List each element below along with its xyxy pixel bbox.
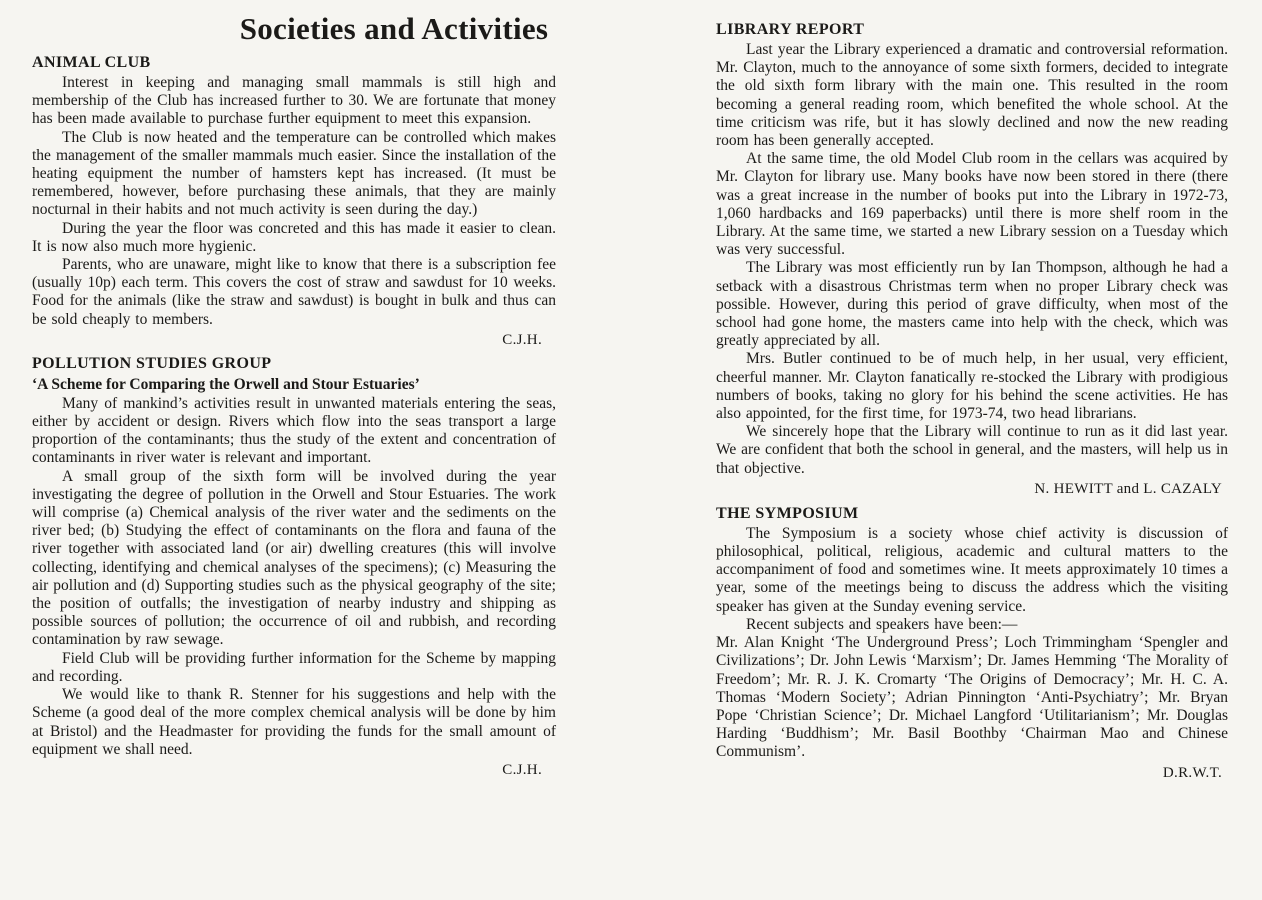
- paragraph: The Symposium is a society whose chief activity is discussion of philosophical, political, religious, academic and cultural matters to the accompaniment of food and sometimes wine. It meets approximately 10 times a year, some of the meetings being to discuss the address which the visiting speaker has given at the Sunday evening service.: [716, 524, 1228, 615]
- paragraph: The Library was most efficiently run by Ian Thompson, although he had a setback with a disastrous Christmas term when no proper Library check was possible. However, during this period of grave difficulty, when most of the school had gone home, the masters came into help with the check, which was greatly appreciated by all.: [716, 259, 1228, 350]
- paragraph: Last year the Library experienced a dramatic and controversial reformation. Mr. Clayton, much to the annoyance of some sixth formers, decided to integrate the old sixth form library with the main one. This resulted in the room becoming a general reading room, which benefited the whole school. At the time criticism was rife, but it has slowly declined and now the new reading room has been generally accepted.: [716, 41, 1228, 150]
- section-heading-symposium: THE SYMPOSIUM: [716, 504, 859, 522]
- left-column: [32, 12, 556, 781]
- paragraph: Recent subjects and speakers have been:—: [746, 615, 1018, 633]
- section-subheading-scheme: ‘A Scheme for Comparing the Orwell and Stour Estuaries’: [32, 375, 420, 393]
- paragraph: We sincerely hope that the Library will continue to run as it did last year. We are confident that both the school in general, and the masters, will help us in that objective.: [716, 423, 1228, 477]
- section-heading-animal-club: ANIMAL CLUB: [32, 54, 151, 71]
- author-initials: C.J.H.: [502, 331, 542, 348]
- paragraph: Mrs. Butler continued to be of much help, in her usual, very efficient, cheerful manner. Mr. Clayton fanatically re-stocked the Library with prodigious numbers of books, taking no glory for his behind the scene activities. He has also appointed, for the first time, for 1973-74, two head librarians.: [716, 350, 1228, 423]
- paragraph: Parents, who are unaware, might like to know that there is a subscription fee (usually 10p) each term. This covers the cost of straw and sawdust for 10 weeks. Food for the animals (like the straw and sawdust) is bought in bulk and thus can be sold cheaply to members.: [32, 256, 556, 328]
- paragraph: We would like to thank R. Stenner for his suggestions and help with the Scheme (a good deal of the more complex chemical analysis will be done by him at Bristol) and the Headmaster for providing the funds for the small amount of equipment we shall need.: [32, 686, 556, 758]
- section-heading-library-report: LIBRARY REPORT: [716, 21, 865, 38]
- paragraph: A small group of the sixth form will be involved during the year investigating the degree of pollution in the Orwell and Stour Estuaries. The work will comprise (a) Chemical analysis of the river water and the sediments on the river bed; (b) Studying the effect of contaminants on the flora and fauna of the river together with associated land (or air) dwelling creatures (this will involve collecting, identifying and chemical analyses of the specimens); (c) Measuring the air pollution and (d) Supporting studies such as the physical geography of the site; the position of outfalls; the investigation of nearby industry and shipping as possible sources of pollution; the occurrence of oil and rubbish, and recording contamination by raw sewage.: [32, 467, 556, 649]
- paragraph: At the same time, the old Model Club room in the cellars was acquired by Mr. Clayton for library use. Many books have now been stored in there (there was a great increase in the number of books put into the Library in 1972-73, 1,060 hardbacks and 169 paperbacks) until there is more shelf room in the Library. At the same time, we started a new Library session on a Tuesday which was very successful.: [716, 150, 1228, 259]
- author-initials: C.J.H.: [502, 761, 542, 778]
- page-title: Societies and Activities: [239, 11, 549, 46]
- section-library-report: [716, 20, 1228, 498]
- paragraph: Field Club will be providing further information for the Scheme by mapping and recording.: [32, 649, 556, 685]
- paragraph: Many of mankind’s activities result in unwanted materials entering the seas, either by accident or design. Rivers which flow into the seas transport a large proportion of the contaminants; thus the study of the extent and concentration of contaminants in river water is relevant and important.: [32, 394, 556, 467]
- section-heading-pollution-studies: POLLUTION STUDIES GROUP: [32, 354, 272, 372]
- section-the-symposium: [716, 504, 1228, 782]
- speakers-list-paragraph: Mr. Alan Knight ‘The Underground Press’; Loch Trimmingham ‘Spengler and Civilizations’; Dr. John Lewis ‘Marxism’; Dr. James Hemming ‘The Morality of Freedom’; Mr. R. J. K. Cromarty ‘The Origins of Democracy’; Mr. H. C. A. Thomas ‘Modern Society’; Adrian Pinnington ‘Anti-Psychiatry’; Mr. Bryan Pope ‘Christian Science’; Dr. Michael Langford ‘Utilitarianism’; Mr. Douglas Harding ‘Buddhism’; Mr. Basil Boothby ‘Chairman Mao and Chinese Communism’.: [716, 634, 1228, 761]
- author-initials: D.R.W.T.: [1162, 764, 1222, 781]
- section-pollution-studies-group: [32, 354, 556, 779]
- paragraph: During the year the floor was concreted and this has made it easier to clean. It is now also much more hygienic.: [32, 219, 556, 255]
- right-column: [716, 14, 1228, 784]
- section-animal-club: [32, 53, 556, 349]
- paragraph: Interest in keeping and managing small mammals is still high and membership of the Club has increased further to 30. We are fortunate that money has been made available to purchase further equipment to meet this expansion.: [32, 74, 556, 128]
- author-names: N. HEWITT and L. CAZALY: [1034, 480, 1222, 497]
- paragraph: The Club is now heated and the temperature can be controlled which makes the management of the smaller mammals much easier. Since the installation of the heating equipment the number of hamsters kept has increased. (It must be remembered, however, before purchasing these animals, that they are mainly nocturnal in their habits and not much activity is seen during the day.): [32, 128, 556, 219]
